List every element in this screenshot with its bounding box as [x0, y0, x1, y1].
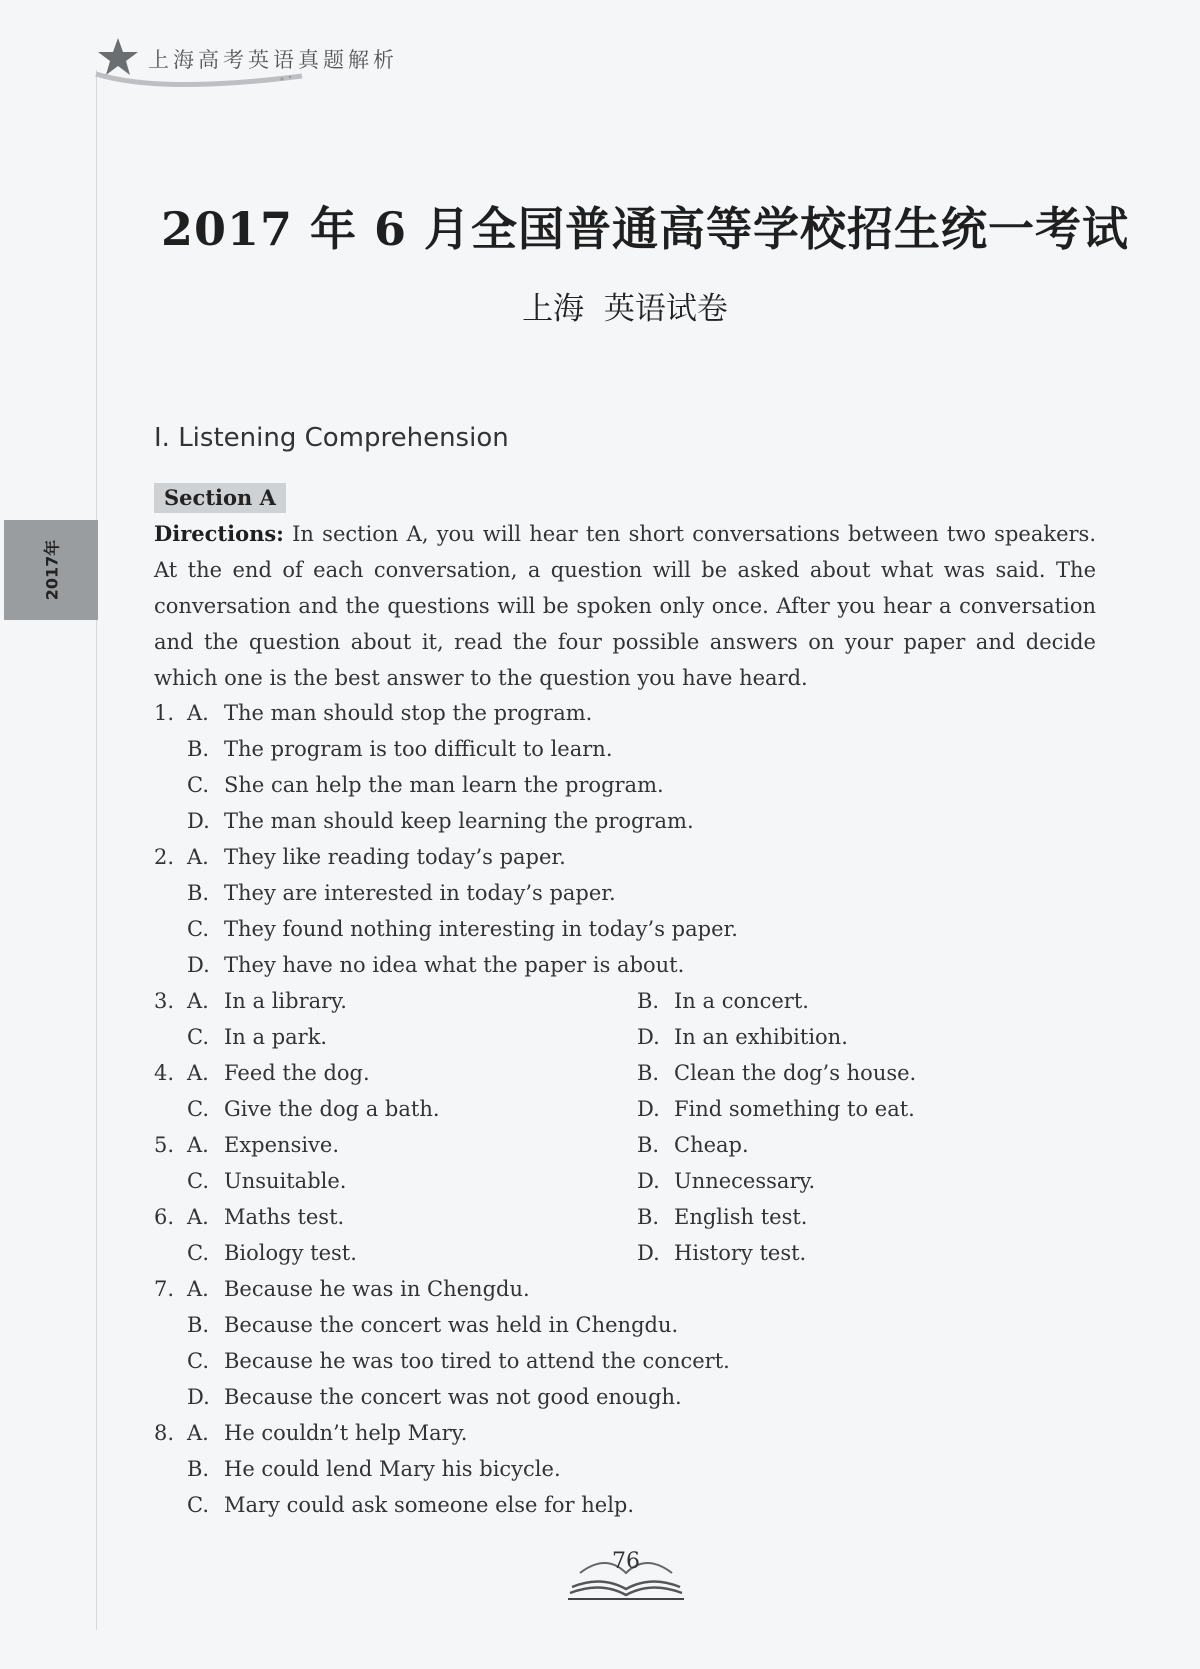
answer-option	[637, 983, 1087, 1019]
question-number	[154, 947, 187, 983]
option-row	[154, 1163, 1096, 1199]
answer-option	[187, 1019, 637, 1055]
question-number: 6.	[154, 1205, 175, 1229]
option-letter: C.	[187, 1025, 209, 1049]
question-number	[154, 875, 187, 911]
answer-option	[187, 1199, 637, 1235]
option-text: Unsuitable.	[224, 1169, 347, 1193]
option-row	[154, 1199, 1096, 1235]
answer-option	[154, 1307, 1096, 1343]
answer-option	[187, 1127, 637, 1163]
question-number	[154, 1487, 187, 1523]
question-number	[154, 1235, 187, 1271]
option-letter: B.	[187, 881, 210, 905]
question-number: 3.	[154, 989, 175, 1013]
option-text: The man should stop the program.	[224, 701, 593, 725]
option-text: Find something to eat.	[674, 1097, 915, 1121]
option-text: Unnecessary.	[674, 1169, 816, 1193]
option-letter: A.	[187, 701, 209, 725]
answer-option	[187, 983, 637, 1019]
option-row	[154, 1055, 1096, 1091]
option-letter: A.	[187, 1421, 209, 1445]
option-row	[154, 1235, 1096, 1271]
option-letter: C.	[187, 1097, 209, 1121]
option-letter: A.	[187, 845, 209, 869]
option-text: Biology test.	[224, 1241, 357, 1265]
option-text: In a park.	[224, 1025, 328, 1049]
directions-label: Directions:	[154, 521, 284, 546]
option-letter: C.	[187, 1349, 209, 1373]
option-letter: A.	[187, 1277, 209, 1301]
answer-option	[637, 1055, 1087, 1091]
directions-paragraph	[154, 516, 1096, 696]
option-row	[154, 983, 1096, 1019]
answer-option	[637, 1235, 1087, 1271]
option-text: Because the concert was held in Chengdu.	[224, 1313, 679, 1337]
option-text: Clean the dog’s house.	[674, 1061, 917, 1085]
answer-option	[154, 731, 1096, 767]
option-letter: D.	[637, 1169, 660, 1193]
option-letter: A.	[187, 1061, 209, 1085]
question-number: 1.	[154, 701, 175, 725]
question-number: 7.	[154, 1277, 175, 1301]
option-text: He could lend Mary his bicycle.	[224, 1457, 561, 1481]
answer-option	[154, 1451, 1096, 1487]
option-letter: D.	[637, 1025, 660, 1049]
directions-text: In section A, you will hear ten short conversations between two speakers. At the end of each conversation, a question will be asked about what was said. The conversation and the questions will be spoken only once. After you hear a conversation and the question about it, read the four possible answers on your paper and decide which one is the best answer to the question you have heard.	[154, 522, 1096, 690]
option-text: History test.	[674, 1241, 807, 1265]
option-text: Because he was in Chengdu.	[224, 1277, 530, 1301]
question-number: 4.	[154, 1061, 175, 1085]
option-letter: D.	[637, 1241, 660, 1265]
option-text: He couldn’t help Mary.	[224, 1421, 468, 1445]
option-text: Because he was too tired to attend the concert.	[224, 1349, 730, 1373]
page-number: 76	[612, 1549, 640, 1574]
question-number	[154, 1019, 187, 1055]
answer-option	[154, 803, 1096, 839]
option-text: Give the dog a bath.	[224, 1097, 440, 1121]
answer-option	[154, 1415, 1096, 1451]
year-side-tab-label: 2017年	[42, 539, 62, 601]
option-letter: A.	[187, 989, 209, 1013]
answer-option	[187, 1055, 637, 1091]
answer-option	[637, 1019, 1087, 1055]
option-text: English test.	[674, 1205, 808, 1229]
option-text: The man should keep learning the program.	[224, 809, 694, 833]
year-side-tab	[4, 520, 98, 620]
option-text: They found nothing interesting in today’s paper.	[224, 917, 738, 941]
option-text: She can help the man learn the program.	[224, 773, 664, 797]
question-number	[154, 731, 187, 767]
answer-option	[154, 1379, 1096, 1415]
option-text: Maths test.	[224, 1205, 345, 1229]
option-letter: C.	[187, 1169, 209, 1193]
option-letter: A.	[187, 1205, 209, 1229]
option-row	[154, 1091, 1096, 1127]
answer-option	[154, 839, 1096, 875]
option-letter: B.	[637, 1205, 660, 1229]
series-title: 上海高考英语真题解析	[148, 48, 398, 72]
option-text: In a library.	[224, 989, 347, 1013]
answer-option	[637, 1163, 1087, 1199]
option-letter: B.	[187, 737, 210, 761]
option-row	[154, 1019, 1096, 1055]
option-letter: B.	[187, 1457, 210, 1481]
answer-option	[187, 1163, 637, 1199]
option-letter: A.	[187, 1133, 209, 1157]
option-text: The program is too difficult to learn.	[224, 737, 613, 761]
question-number: 2.	[154, 845, 175, 869]
answer-option	[154, 947, 1096, 983]
option-text: They are interested in today’s paper.	[224, 881, 616, 905]
option-letter: D.	[187, 1385, 210, 1409]
answer-option	[187, 1235, 637, 1271]
answer-option	[637, 1127, 1087, 1163]
option-letter: C.	[187, 1493, 209, 1517]
answer-option	[154, 1487, 1096, 1523]
section-label: Section A	[154, 483, 286, 513]
answer-option	[637, 1199, 1087, 1235]
option-row	[154, 1127, 1096, 1163]
question-list	[154, 695, 1096, 1523]
answer-option	[154, 695, 1096, 731]
option-text: Expensive.	[224, 1133, 340, 1157]
option-letter: D.	[637, 1097, 660, 1121]
option-letter: B.	[637, 1133, 660, 1157]
answer-option	[154, 1271, 1096, 1307]
option-letter: D.	[187, 953, 210, 977]
question-number: 8.	[154, 1421, 175, 1445]
question-number	[154, 803, 187, 839]
answer-option	[154, 875, 1096, 911]
question-number	[154, 1379, 187, 1415]
answer-option	[637, 1091, 1087, 1127]
page-title: 2017 年 6 月全国普通高等学校招生统一考试	[160, 202, 1130, 256]
option-text: Cheap.	[674, 1133, 749, 1157]
option-letter: B.	[637, 1061, 660, 1085]
option-text: They have no idea what the paper is about.	[224, 953, 685, 977]
option-letter: C.	[187, 773, 209, 797]
option-text: Because the concert was not good enough.	[224, 1385, 682, 1409]
option-letter: D.	[187, 809, 210, 833]
question-number	[154, 911, 187, 947]
question-number	[154, 1307, 187, 1343]
page-number-badge	[566, 1545, 686, 1605]
answer-option	[154, 911, 1096, 947]
option-text: They like reading today’s paper.	[224, 845, 566, 869]
part-title: I. Listening Comprehension	[154, 423, 509, 453]
answer-option	[154, 1343, 1096, 1379]
question-number	[154, 1091, 187, 1127]
question-number	[154, 1163, 187, 1199]
answer-option	[187, 1091, 637, 1127]
option-letter: B.	[637, 989, 660, 1013]
answer-option	[154, 767, 1096, 803]
option-letter: C.	[187, 1241, 209, 1265]
question-number: 5.	[154, 1133, 175, 1157]
option-text: In a concert.	[674, 989, 809, 1013]
page-subtitle: 上海 英语试卷	[522, 291, 728, 327]
question-number	[154, 767, 187, 803]
option-letter: C.	[187, 917, 209, 941]
option-letter: B.	[187, 1313, 210, 1337]
option-text: Feed the dog.	[224, 1061, 370, 1085]
question-number	[154, 1343, 187, 1379]
question-number	[154, 1451, 187, 1487]
option-text: Mary could ask someone else for help.	[224, 1493, 635, 1517]
option-text: In an exhibition.	[674, 1025, 848, 1049]
